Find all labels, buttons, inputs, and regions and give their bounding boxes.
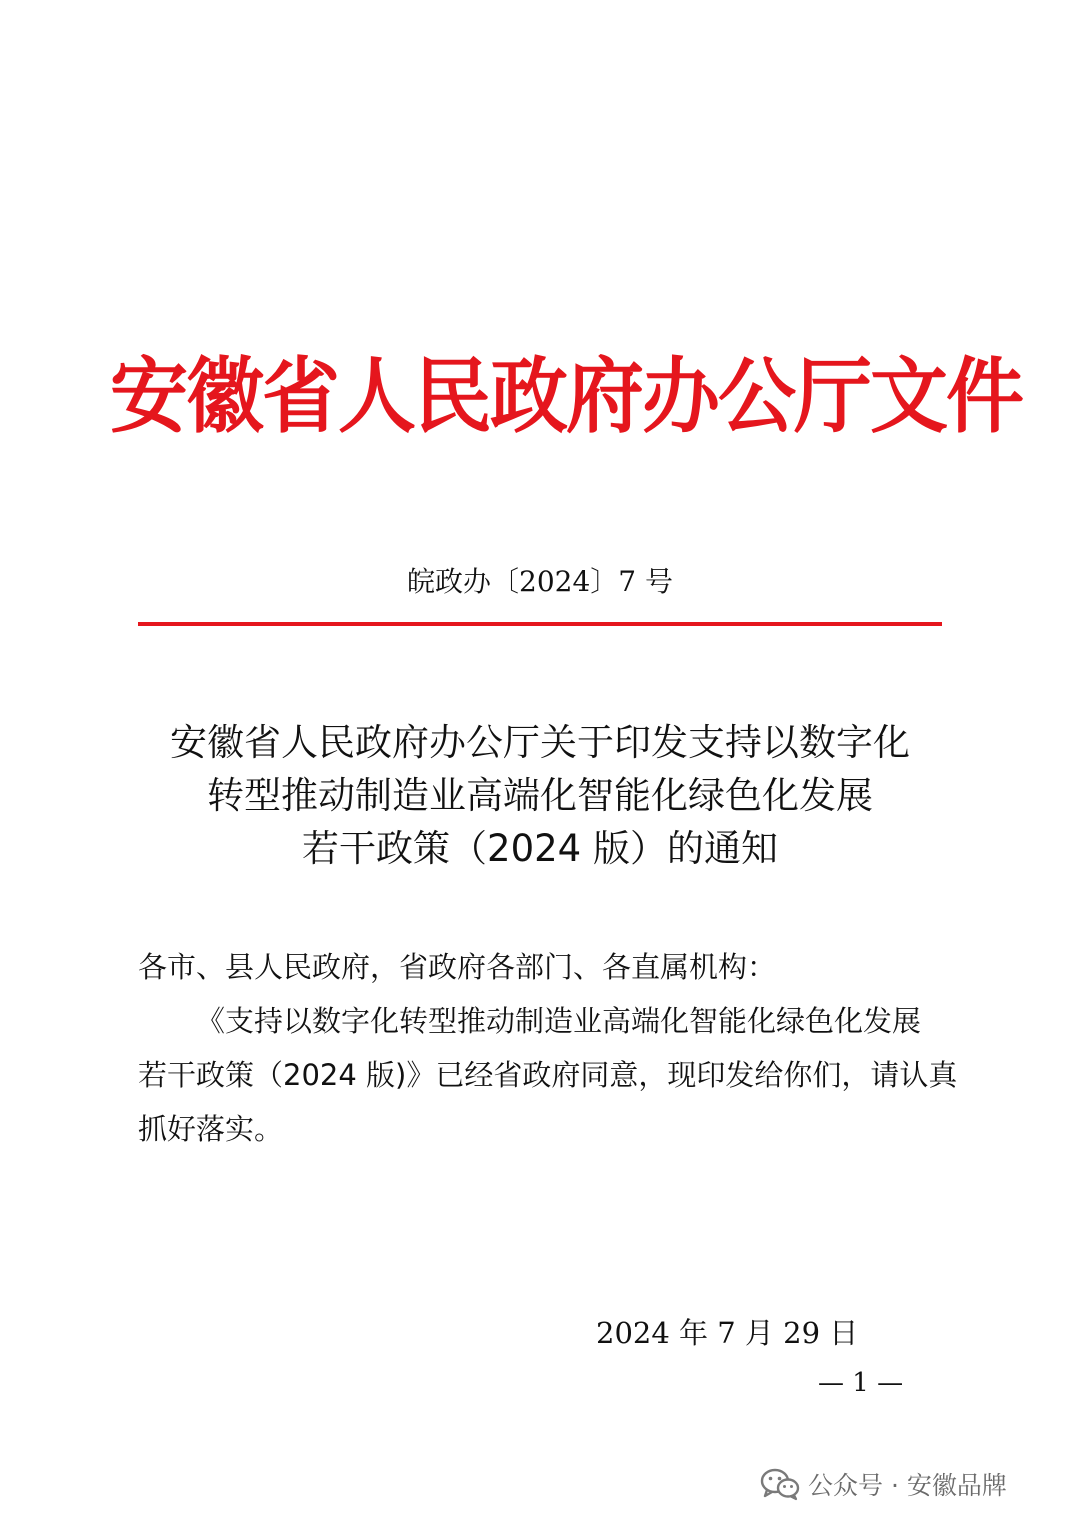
notice-title-line: 安徽省人民政府办公厅关于印发支持以数字化 <box>170 721 910 764</box>
recipients-line: 各市、县人民政府，省政府各部门、各直属机构： <box>138 950 777 984</box>
body-line: 若干政策（2024 版)》已经省政府同意，现印发给你们，请认真 <box>138 1058 958 1092</box>
notice-title <box>110 716 970 875</box>
red-divider <box>138 622 942 626</box>
notice-title-line: 转型推动制造业高端化智能化绿色化发展 <box>207 774 873 817</box>
body-line: 抓好落实。 <box>138 1112 284 1146</box>
page-number: — 1 — <box>818 1368 904 1398</box>
issue-date: 2024 年 7 月 29 日 <box>596 1316 859 1350</box>
notice-title-line: 若干政策（2024 版）的通知 <box>302 827 778 870</box>
watermark-text: 公众号 · 安徽品牌 <box>808 1471 1007 1500</box>
document-header-title: 安徽省人民政府办公厅文件 <box>110 349 1023 445</box>
notice-body <box>138 940 958 1156</box>
document-number: 皖政办〔2024〕7 号 <box>407 565 673 598</box>
wechat-icon <box>760 1467 800 1501</box>
body-line: 《支持以数字化转型推动制造业高端化智能化绿色化发展 <box>196 1004 922 1038</box>
wechat-watermark <box>760 1462 1007 1506</box>
